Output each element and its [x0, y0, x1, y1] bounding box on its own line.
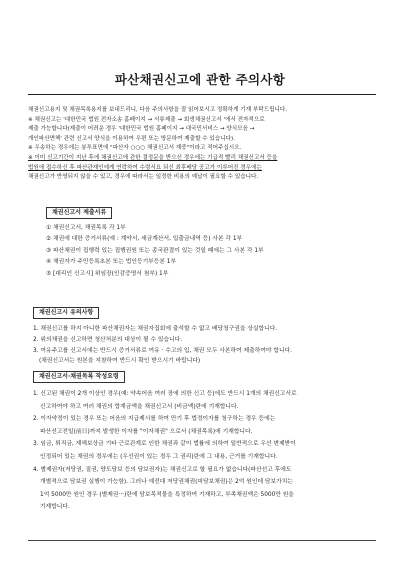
list-item: [33, 324, 376, 335]
list-item: [33, 451, 376, 464]
list-item: [33, 356, 376, 367]
item-number: 3.: [33, 347, 39, 354]
list-item: [33, 489, 376, 502]
required-documents-list: [46, 223, 376, 280]
intro-line: 채권신고가 반영되지 않을 수 있고, 경우에 따라서는 일정한 비용의 예납이 필요할 수 있습니다.: [28, 174, 259, 181]
page-title: 파산채권신고에 관한 주의사항: [114, 72, 286, 87]
intro-section: [28, 106, 376, 183]
item-number: 3.: [33, 441, 39, 448]
item-number: 1.: [33, 391, 39, 397]
intro-line: ※ 우송하는 경우에는 봉투표면에 "파산자 ○○○ 채권신고서 재중"이라고 적어주십시오.: [28, 145, 242, 152]
item-text: 이자약정이 있는 경우 또는 어음의 지급제시를 하여 만기 후 법정이자를 청구하는 경우 등에는: [40, 416, 276, 423]
list-item: [33, 501, 376, 514]
item-number: 4.: [33, 466, 39, 473]
intro-line: 법원에 접수하신 후 파산관재인에게 연락하여 수령서요 되신 최후배당 공고가 이루어진 경우에는: [28, 164, 262, 171]
item-text: 인정되어 있는 채권의 경우에는 (우선권이 있는 경우 그 권리)란에 그 내용, 근거를 기재합니다.: [40, 453, 278, 460]
item-number: 2.: [33, 416, 39, 423]
list-item: ③ 파산채권이 집행력 있는 집행권원 또는 종국판결이 있는 것일 때에는 그 사본 각 1부: [46, 247, 264, 254]
section-label-documents: 채권신고서 제출서류: [46, 207, 112, 219]
item-text: 신고하여야 하고 여러 채권의 합계금액을 채권신고서 (비금액)란에 기재합니다.: [40, 403, 239, 410]
section-label-writing-guide: 채권신고서·채권목록 작성요령: [33, 371, 125, 383]
list-item: [33, 401, 376, 414]
item-text: (채권신고서는 원본을 지참하여 반드시 확인 받으시기 바랍니다): [39, 358, 201, 365]
list-item: [33, 464, 376, 477]
list-item: ④ 채권자가 주민등록초본 또는 법인등기부등본 1부: [46, 259, 177, 266]
item-text: 파산선고전일(前日)까지 발생한 이자를 "이자채권" 으로서 (채권목록)에 기재합니다.: [40, 428, 253, 435]
intro-line: 채권신고용지 및 채권목록용지를 보내드리니, 다음 주의사항을 잘 읽어보시고 정확하게 기재 부탁드립니다.: [28, 107, 288, 113]
item-text: 별제권자(저당권, 질권, 양도담보 등의 담보권자)는 채권신고로 할 필요가 없습니다(파산선고 후에도: [40, 466, 292, 473]
intro-line: ※ 이미 신고기간이 지난 후에 채권신고에 관한 결정문을 받으신 경우에는 기급적 빨리 채권신고서 등을: [28, 154, 278, 161]
cautions-list: [33, 324, 376, 367]
intro-line: 개인파산면책' 관련 신고서 양식을 이용하여 우편 또는 방문하여 제출할 수 있습니다).: [28, 135, 236, 142]
item-text: 기재합니다.: [40, 504, 70, 511]
item-text: 1억 5000만 원인 경우 (별제권···)란에 담보목적물을 특정하여 기재하고, 부족채권액은 5000만 원을: [40, 491, 294, 498]
item-number: 1.: [33, 326, 39, 332]
bottom-divider: [28, 540, 376, 541]
item-text: 개별적으로 담보권 실행이 가능함). 그러나 예전대 저당권채권(피담보채권)은 2억 원인데 담보가치는: [40, 479, 293, 486]
list-item: [33, 426, 376, 439]
item-text: 임금, 퇴직금, 재해보상금 기타 근로관계로 인한 채권과 같이 법률에 의하여 일반적으로 우선 변제받이: [40, 441, 296, 448]
item-text: 여유주고를 신고서에는 반드시 증거서류로 여유 · 수고의 입, 채권 모두 사본하여 제출하여야 합니다.: [40, 347, 293, 354]
item-text: 채권신고를 하지 아니한 파산채권자는 채권자집회에 출석할 수 없고 배당청구권을 상실합니다.: [40, 326, 278, 332]
list-item: [33, 476, 376, 489]
intro-line: ※ 채권신고는 '대한민국 법원 전자소송 홈페이지 → 서류제출 → 회생채권신고서 '에서 전자적으로: [28, 116, 265, 123]
writing-guide-list: [33, 388, 376, 514]
list-item: [33, 388, 376, 401]
item-text: 신고된 채권이 2개 이상인 경우(예: 약속어음 여러 장에 의한 신고 등)에도 반드시 1개의 채권신고서로: [40, 391, 297, 397]
list-item: [33, 335, 376, 346]
item-number: 2.: [33, 336, 39, 343]
list-item: ② 채권에 대한 증거서류(예 : 계약서, 세금계산서, 입출금내역 등) 사본 각 1부: [46, 236, 243, 243]
section-label-cautions: 채권신고시 유의사항: [33, 307, 99, 319]
list-item: [33, 438, 376, 451]
intro-line: 제출 가능합니다(제출이 어려운 경우 '대한민국 법원 홈페이지 → 대국민서비스 → 양식모음 →: [28, 126, 255, 133]
list-item: ⑤ [대리인 신고시] 위임장(인감증명서 첨부) 1부: [46, 270, 169, 277]
list-item: [33, 413, 376, 426]
list-item: ① 채권신고서, 채권목록 각 1부: [46, 225, 126, 231]
list-item: [33, 346, 376, 357]
item-text: 위의채권을 신고하면 청산처분의 대상이 될 수 있습니다.: [40, 336, 183, 343]
title-divider: [28, 94, 376, 95]
